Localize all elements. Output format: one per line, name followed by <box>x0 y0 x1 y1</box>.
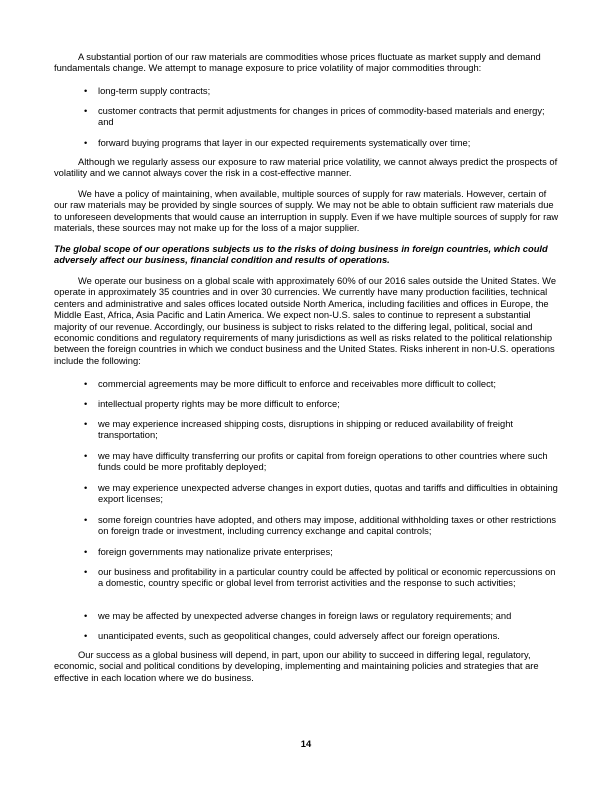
list-item-text: we may experience unexpected adverse changes in export duties, quotas and tariffs and difficulties in obtaining export licenses; <box>98 483 558 505</box>
risk-heading <box>54 244 560 267</box>
list-item <box>54 451 560 474</box>
list-item <box>54 483 560 506</box>
list-item-text: we may have difficulty transferring our profits or capital from foreign operations to other countries where such funds could be more profitably deployed; <box>98 451 548 473</box>
list-item <box>54 399 560 410</box>
paragraph-text: We operate our business on a global scale with approximately 60% of our 2016 sales outside the United States. We operate in approximately 35 countries and in over 30 currencies. We currently have many production facilities, technical centers and administrative and sales offices located outside North America, including facilities and offices in Europe, the Middle East, Africa, Asia Pacific and Latin America. We expect non-U.S. sales to continue to represent a substantial majority of our revenue. Accordingly, our business is subject to risks related to the differing legal, political, social and economic conditions and regulatory requirements of many jurisdictions as well as risks related to the political relationship between the foreign countries in which we conduct business and the United States. Risks inherent in non-U.S. operations include the following: <box>54 276 557 366</box>
bullet-icon: • <box>84 379 88 389</box>
list-item-text: our business and profitability in a particular country could be affected by political or economic repercussions on a domestic, country specific or global level from terrorist activities and the response to such activities; <box>98 567 556 589</box>
list-item-text: forward buying programs that layer in our expected requirements systematically over time; <box>98 138 471 148</box>
section-heading: The global scope of our operations subjects us to the risks of doing business in foreign countries, which could adversely affect our business, financial condition and results of operations. <box>54 244 548 266</box>
list-item-text: intellectual property rights may be more difficult to enforce; <box>98 399 340 409</box>
list-item <box>54 515 560 538</box>
paragraph-text: Although we regularly assess our exposure to raw material price volatility, we cannot always predict the prospects of volatility and we cannot always cover the risk in a cost-effective manner. <box>54 157 558 179</box>
list-item <box>54 631 560 642</box>
paragraph-text: We have a policy of maintaining, when available, multiple sources of supply for raw materials. However, certain of our raw materials may be provided by single sources of supply. We may not be able to obtain sufficient raw materials due to unforeseen developments that would cause an interruption in supply. Even if we have multiple sources of supply for raw materials, these sources may not make up for the loss of a major supplier. <box>54 189 559 234</box>
list-item <box>54 86 560 97</box>
page-number: 14 <box>300 739 312 749</box>
list-item-text: foreign governments may nationalize private enterprises; <box>98 547 333 557</box>
list-item <box>54 567 560 590</box>
bullet-icon: • <box>84 515 88 525</box>
list-item <box>54 419 560 442</box>
bullet-icon: • <box>84 86 88 96</box>
bullet-icon: • <box>84 483 88 493</box>
list-item-text: long-term supply contracts; <box>98 86 211 96</box>
paragraph-supply-sources <box>54 189 560 235</box>
list-item <box>54 106 560 129</box>
list-item <box>54 611 560 622</box>
list-item <box>54 138 560 149</box>
bullet-icon: • <box>84 399 88 409</box>
list-item-text: unanticipated events, such as geopolitical changes, could adversely affect our foreign operations. <box>98 631 500 641</box>
list-item-text: we may be affected by unexpected adverse changes in foreign laws or regulatory requirements; and <box>98 611 512 621</box>
bullet-icon: • <box>84 106 88 116</box>
paragraph-global-operations <box>54 276 560 367</box>
list-item <box>54 547 560 558</box>
bullet-icon: • <box>84 138 88 148</box>
bullet-icon: • <box>84 419 88 429</box>
list-item-text: commercial agreements may be more difficult to enforce and receivables more difficult to collect; <box>98 379 496 389</box>
bullet-icon: • <box>84 547 88 557</box>
bullet-icon: • <box>84 611 88 621</box>
paragraph-text: Our success as a global business will depend, in part, upon our ability to succeed in differing legal, regulatory, economic, social and political conditions by developing, implementing and maintaining policies and strategies that are effective in each location where we do business. <box>54 650 539 683</box>
bullet-icon: • <box>84 567 88 577</box>
paragraph-text: A substantial portion of our raw materials are commodities whose prices fluctuate as market supply and demand fundamentals change. We attempt to manage exposure to price volatility of major commodities through: <box>54 52 541 74</box>
list-item-text: some foreign countries have adopted, and others may impose, additional withholding taxes or other restrictions on foreign trade or investment, including currency exchange and capital controls; <box>98 515 557 537</box>
bullet-icon: • <box>84 631 88 641</box>
list-item-text: customer contracts that permit adjustments for changes in prices of commodity-based materials and energy; and <box>98 106 545 128</box>
list-item-text: we may experience increased shipping costs, disruptions in shipping or reduced availability of freight transportation; <box>98 419 513 441</box>
paragraph-commodities <box>54 52 560 75</box>
paragraph-volatility <box>54 157 560 180</box>
paragraph-global-success <box>54 650 560 684</box>
list-item <box>54 379 604 390</box>
bullet-icon: • <box>84 451 88 461</box>
